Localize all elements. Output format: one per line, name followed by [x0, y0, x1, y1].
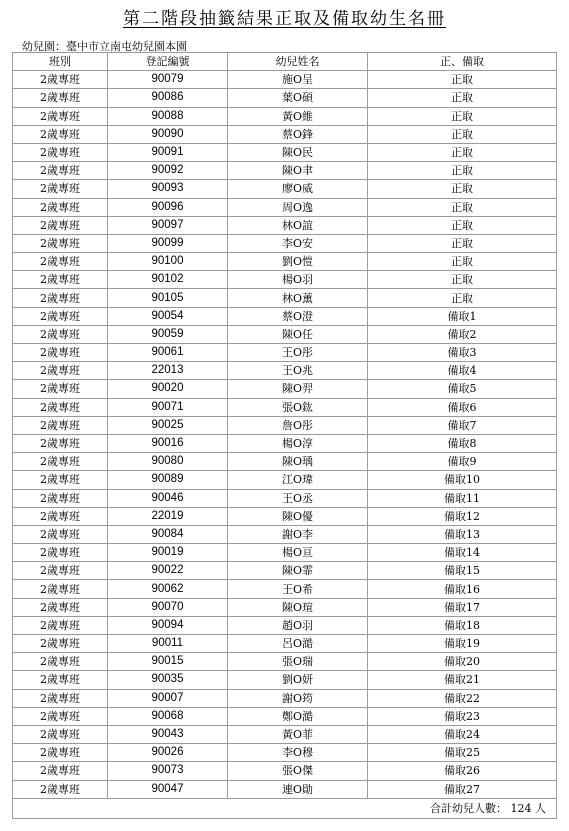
child-name-cell: 蔡O鋒 — [228, 125, 368, 143]
registration-number-cell: 90070 — [108, 598, 228, 616]
class-cell: 2歲專班 — [13, 744, 108, 762]
class-cell: 2歲專班 — [13, 780, 108, 798]
table-row — [13, 416, 557, 434]
admission-status-cell: 正取 — [368, 71, 557, 89]
admission-status-cell: 正取 — [368, 234, 557, 252]
class-cell: 2歲專班 — [13, 125, 108, 143]
registration-number-cell: 90022 — [108, 562, 228, 580]
registration-number-cell: 90015 — [108, 653, 228, 671]
child-name-cell: 陳O霏 — [228, 562, 368, 580]
table-row — [13, 325, 557, 343]
class-cell: 2歲專班 — [13, 725, 108, 743]
table-row — [13, 616, 557, 634]
child-name-cell: 詹O彤 — [228, 416, 368, 434]
admission-status-cell: 備取15 — [368, 562, 557, 580]
table-row — [13, 671, 557, 689]
table-row — [13, 71, 557, 89]
class-cell: 2歲專班 — [13, 671, 108, 689]
class-cell: 2歲專班 — [13, 544, 108, 562]
table-body — [13, 71, 557, 799]
column-header-admission-status: 正、備取 — [368, 53, 557, 71]
admission-status-cell: 備取12 — [368, 507, 557, 525]
table-row — [13, 762, 557, 780]
table-row — [13, 362, 557, 380]
table-row — [13, 580, 557, 598]
admission-status-cell: 備取5 — [368, 380, 557, 398]
registration-number-cell: 90047 — [108, 780, 228, 798]
table-row — [13, 689, 557, 707]
admission-status-cell: 備取25 — [368, 744, 557, 762]
column-header-registration-number: 登記編號 — [108, 53, 228, 71]
admission-status-cell: 備取16 — [368, 580, 557, 598]
child-name-cell: 呂O澔 — [228, 635, 368, 653]
child-name-cell: 楊O淳 — [228, 434, 368, 452]
child-name-cell: 陳O瑀 — [228, 453, 368, 471]
total-count: 合計幼兒人數： 124 人 — [13, 798, 557, 818]
class-cell: 2歲專班 — [13, 635, 108, 653]
table-row — [13, 143, 557, 161]
registration-number-cell: 90035 — [108, 671, 228, 689]
column-header-child-name: 幼兒姓名 — [228, 53, 368, 71]
child-name-cell: 劉O妍 — [228, 671, 368, 689]
registration-number-cell: 90059 — [108, 325, 228, 343]
admission-status-cell: 備取20 — [368, 653, 557, 671]
child-name-cell: 陳O任 — [228, 325, 368, 343]
child-name-cell: 張O鈜 — [228, 398, 368, 416]
child-name-cell: 廖O威 — [228, 180, 368, 198]
registration-number-cell: 90086 — [108, 89, 228, 107]
admission-status-cell: 備取23 — [368, 707, 557, 725]
child-name-cell: 張O瑞 — [228, 653, 368, 671]
admission-status-cell: 備取18 — [368, 616, 557, 634]
admission-status-cell: 備取13 — [368, 525, 557, 543]
class-cell: 2歲專班 — [13, 471, 108, 489]
child-name-cell: 張O傑 — [228, 762, 368, 780]
admission-status-cell: 備取7 — [368, 416, 557, 434]
child-name-cell: 葉O碩 — [228, 89, 368, 107]
class-cell: 2歲專班 — [13, 616, 108, 634]
class-cell: 2歲專班 — [13, 380, 108, 398]
admission-status-cell: 正取 — [368, 143, 557, 161]
class-cell: 2歲專班 — [13, 489, 108, 507]
child-name-cell: 李O安 — [228, 234, 368, 252]
class-cell: 2歲專班 — [13, 653, 108, 671]
child-name-cell: 謝O筠 — [228, 689, 368, 707]
table-row — [13, 198, 557, 216]
child-name-cell: 江O瑋 — [228, 471, 368, 489]
admission-status-cell: 正取 — [368, 125, 557, 143]
class-cell: 2歲專班 — [13, 253, 108, 271]
admission-status-cell: 備取17 — [368, 598, 557, 616]
admission-status-cell: 備取14 — [368, 544, 557, 562]
registration-number-cell: 90093 — [108, 180, 228, 198]
child-name-cell: 黃O維 — [228, 107, 368, 125]
registration-number-cell: 90092 — [108, 162, 228, 180]
class-cell: 2歲專班 — [13, 71, 108, 89]
child-name-cell: 周O逸 — [228, 198, 368, 216]
admission-status-cell: 備取22 — [368, 689, 557, 707]
admission-status-cell: 備取27 — [368, 780, 557, 798]
registration-number-cell: 90062 — [108, 580, 228, 598]
child-name-cell: 楊O羽 — [228, 271, 368, 289]
admission-status-cell: 正取 — [368, 253, 557, 271]
admission-status-cell: 備取8 — [368, 434, 557, 452]
table-row — [13, 725, 557, 743]
registration-number-cell: 90061 — [108, 344, 228, 362]
kindergarten-label: 幼兒園：臺中市立南屯幼兒園本園 — [22, 40, 187, 53]
class-cell: 2歲專班 — [13, 525, 108, 543]
registration-number-cell: 90011 — [108, 635, 228, 653]
column-header-class: 班別 — [13, 53, 108, 71]
class-cell: 2歲專班 — [13, 598, 108, 616]
class-cell: 2歲專班 — [13, 398, 108, 416]
registration-number-cell: 90025 — [108, 416, 228, 434]
admission-status-cell: 正取 — [368, 89, 557, 107]
class-cell: 2歲專班 — [13, 107, 108, 125]
admission-status-cell: 正取 — [368, 271, 557, 289]
class-cell: 2歲專班 — [13, 507, 108, 525]
class-cell: 2歲專班 — [13, 198, 108, 216]
class-cell: 2歲專班 — [13, 180, 108, 198]
child-name-cell: 陳O優 — [228, 507, 368, 525]
registration-number-cell: 90099 — [108, 234, 228, 252]
table-row — [13, 307, 557, 325]
child-name-cell: 王O彤 — [228, 344, 368, 362]
registration-number-cell: 22013 — [108, 362, 228, 380]
admission-status-cell: 正取 — [368, 162, 557, 180]
registration-number-cell: 90091 — [108, 143, 228, 161]
table-row — [13, 434, 557, 452]
class-cell: 2歲專班 — [13, 162, 108, 180]
table-row — [13, 107, 557, 125]
child-name-cell: 黃O菲 — [228, 725, 368, 743]
table-row — [13, 398, 557, 416]
child-name-cell: 陳O民 — [228, 143, 368, 161]
table-row — [13, 289, 557, 307]
class-cell: 2歲專班 — [13, 562, 108, 580]
admission-status-cell: 備取11 — [368, 489, 557, 507]
class-cell: 2歲專班 — [13, 216, 108, 234]
class-cell: 2歲專班 — [13, 416, 108, 434]
registration-number-cell: 90102 — [108, 271, 228, 289]
registration-number-cell: 90090 — [108, 125, 228, 143]
child-name-cell: 王O希 — [228, 580, 368, 598]
admission-status-cell: 備取6 — [368, 398, 557, 416]
table-row — [13, 562, 557, 580]
table-row — [13, 89, 557, 107]
registration-number-cell: 90054 — [108, 307, 228, 325]
admission-status-cell: 備取21 — [368, 671, 557, 689]
table-row — [13, 125, 557, 143]
class-cell: 2歲專班 — [13, 689, 108, 707]
registration-number-cell: 90088 — [108, 107, 228, 125]
class-cell: 2歲專班 — [13, 707, 108, 725]
admission-status-cell: 備取4 — [368, 362, 557, 380]
class-cell: 2歲專班 — [13, 362, 108, 380]
child-name-cell: 陳O聿 — [228, 162, 368, 180]
class-cell: 2歲專班 — [13, 453, 108, 471]
child-name-cell: 連O勛 — [228, 780, 368, 798]
table-row — [13, 707, 557, 725]
admission-status-cell: 備取26 — [368, 762, 557, 780]
page-title: 第二階段抽籤結果正取及備取幼生名冊 — [123, 9, 446, 29]
child-name-cell: 林O誼 — [228, 216, 368, 234]
class-cell: 2歲專班 — [13, 580, 108, 598]
child-name-cell: 王O兆 — [228, 362, 368, 380]
table-row — [13, 453, 557, 471]
table-row — [13, 653, 557, 671]
child-name-cell: 王O丞 — [228, 489, 368, 507]
child-name-cell: 李O穆 — [228, 744, 368, 762]
registration-number-cell: 90084 — [108, 525, 228, 543]
class-cell: 2歲專班 — [13, 307, 108, 325]
admission-status-cell: 正取 — [368, 289, 557, 307]
child-name-cell: 施O呈 — [228, 71, 368, 89]
admission-status-cell: 正取 — [368, 107, 557, 125]
child-name-cell: 陳O羿 — [228, 380, 368, 398]
child-name-cell: 鄭O澔 — [228, 707, 368, 725]
child-name-cell: 陳O瑄 — [228, 598, 368, 616]
registration-number-cell: 90068 — [108, 707, 228, 725]
class-cell: 2歲專班 — [13, 234, 108, 252]
class-cell: 2歲專班 — [13, 325, 108, 343]
child-name-cell: 楊O亘 — [228, 544, 368, 562]
enrollment-table — [12, 52, 557, 819]
admission-status-cell: 備取1 — [368, 307, 557, 325]
child-name-cell: 蔡O澄 — [228, 307, 368, 325]
class-cell: 2歲專班 — [13, 289, 108, 307]
table-row — [13, 489, 557, 507]
registration-number-cell: 90016 — [108, 434, 228, 452]
child-name-cell: 謝O李 — [228, 525, 368, 543]
admission-status-cell: 正取 — [368, 198, 557, 216]
registration-number-cell: 90026 — [108, 744, 228, 762]
total-row — [13, 798, 557, 818]
registration-number-cell: 90079 — [108, 71, 228, 89]
admission-status-cell: 備取10 — [368, 471, 557, 489]
class-cell: 2歲專班 — [13, 271, 108, 289]
registration-number-cell: 90089 — [108, 471, 228, 489]
registration-number-cell: 90071 — [108, 398, 228, 416]
class-cell: 2歲專班 — [13, 434, 108, 452]
registration-number-cell: 90105 — [108, 289, 228, 307]
registration-number-cell: 90043 — [108, 725, 228, 743]
table-row — [13, 234, 557, 252]
admission-status-cell: 備取19 — [368, 635, 557, 653]
admission-status-cell: 正取 — [368, 180, 557, 198]
table-row — [13, 380, 557, 398]
table-row — [13, 253, 557, 271]
table-row — [13, 216, 557, 234]
registration-number-cell: 90080 — [108, 453, 228, 471]
table-row — [13, 598, 557, 616]
admission-status-cell: 正取 — [368, 216, 557, 234]
table-row — [13, 180, 557, 198]
registration-number-cell: 90007 — [108, 689, 228, 707]
table-row — [13, 780, 557, 798]
class-cell: 2歲專班 — [13, 762, 108, 780]
registration-number-cell: 90097 — [108, 216, 228, 234]
registration-number-cell: 90020 — [108, 380, 228, 398]
table-row — [13, 635, 557, 653]
admission-status-cell: 備取24 — [368, 725, 557, 743]
table-row — [13, 525, 557, 543]
registration-number-cell: 90073 — [108, 762, 228, 780]
table-row — [13, 162, 557, 180]
table-row — [13, 344, 557, 362]
table-row — [13, 544, 557, 562]
child-name-cell: 劉O愷 — [228, 253, 368, 271]
registration-number-cell: 90019 — [108, 544, 228, 562]
table-row — [13, 744, 557, 762]
registration-number-cell: 22019 — [108, 507, 228, 525]
registration-number-cell: 90096 — [108, 198, 228, 216]
table-row — [13, 471, 557, 489]
table-header-row — [13, 53, 557, 71]
class-cell: 2歲專班 — [13, 89, 108, 107]
registration-number-cell: 90046 — [108, 489, 228, 507]
child-name-cell: 趙O羽 — [228, 616, 368, 634]
class-cell: 2歲專班 — [13, 143, 108, 161]
admission-status-cell: 備取9 — [368, 453, 557, 471]
table-row — [13, 271, 557, 289]
admission-status-cell: 備取3 — [368, 344, 557, 362]
admission-status-cell: 備取2 — [368, 325, 557, 343]
registration-number-cell: 90100 — [108, 253, 228, 271]
table-row — [13, 507, 557, 525]
class-cell: 2歲專班 — [13, 344, 108, 362]
registration-number-cell: 90094 — [108, 616, 228, 634]
child-name-cell: 林O薰 — [228, 289, 368, 307]
